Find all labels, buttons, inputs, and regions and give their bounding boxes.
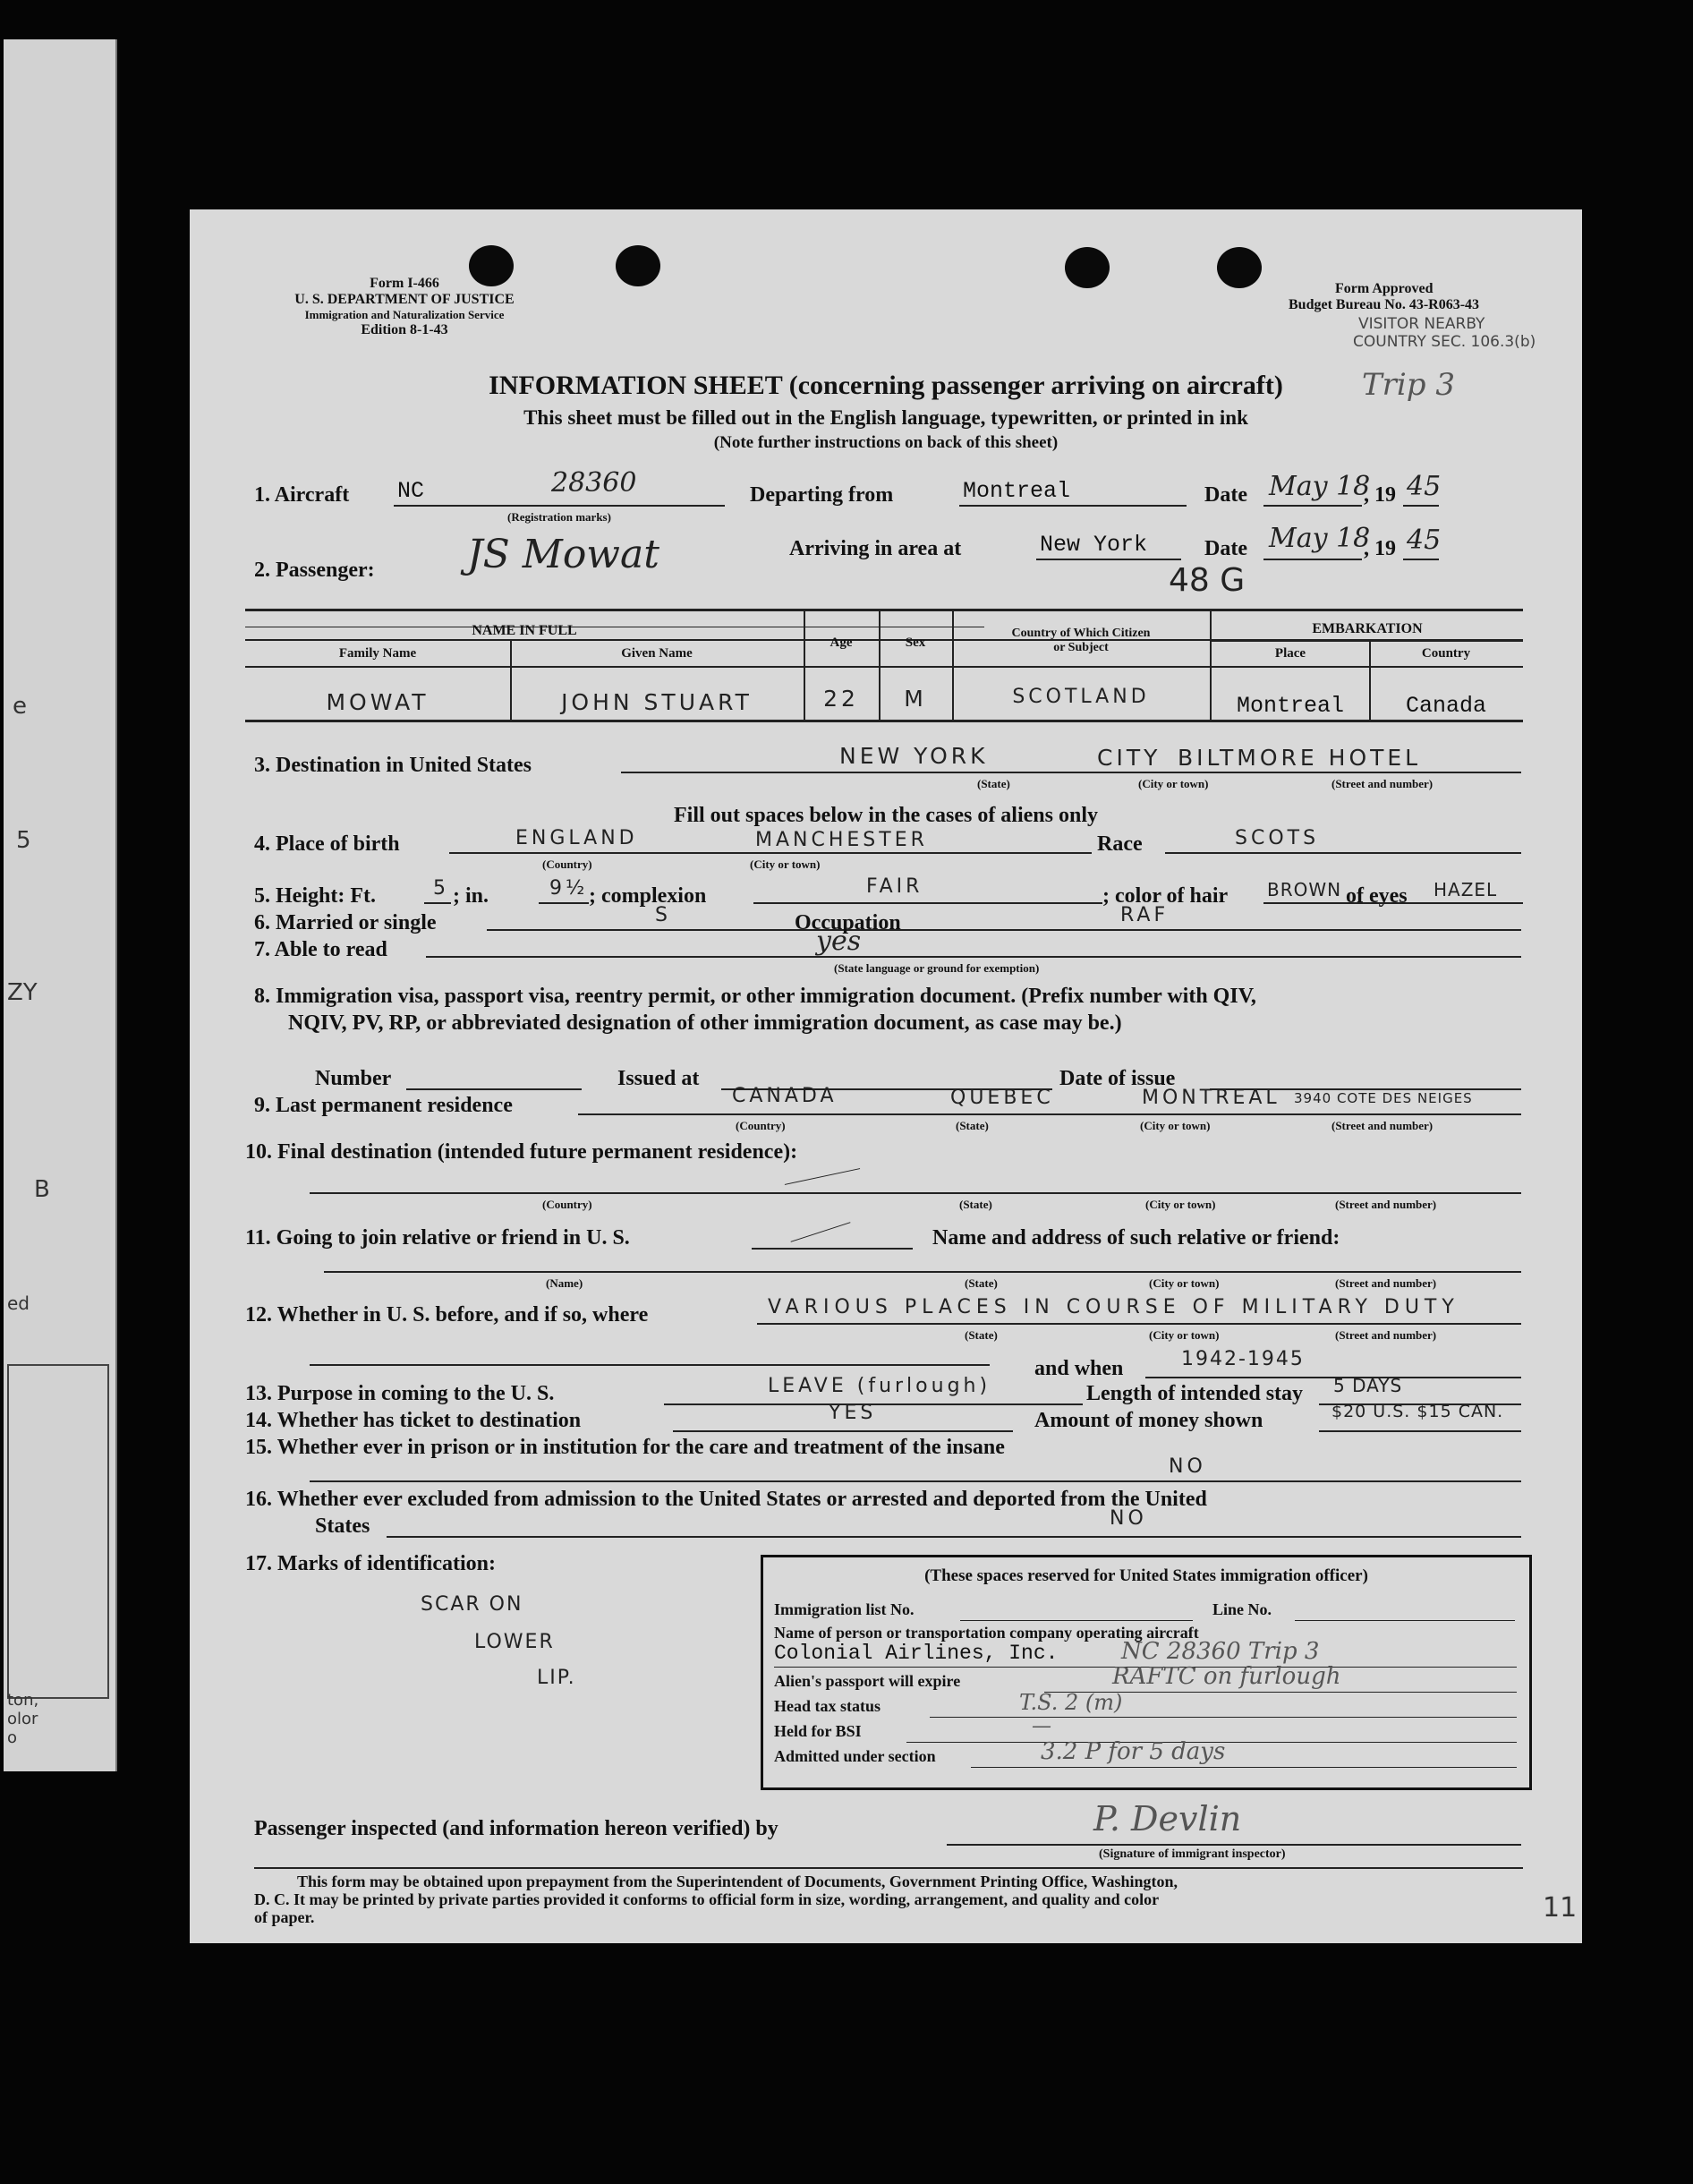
prior-visit-value: VARIOUS PLACES IN COURSE OF MILITARY DUTY <box>768 1296 1459 1318</box>
strip-mark: B <box>34 1176 50 1203</box>
passport-expiry-value: RAFTC on furlough <box>1112 1663 1341 1690</box>
ticket-value: YES <box>829 1402 877 1424</box>
form-subtitle: This sheet must be filled out in the English language, typewritten, or printed in ink <box>523 406 1248 429</box>
arrival-year-prefix: , 19 <box>1364 537 1396 560</box>
sex-header: Sex <box>905 636 926 650</box>
visitor-stamp-line2: COUNTRY SEC. 106.3(b) <box>1353 333 1536 351</box>
relative-name-label: Name and address of such relative or friend: <box>932 1226 1340 1250</box>
eye-color-label: of eyes <box>1346 884 1408 908</box>
form-approved: Form Approved <box>1335 281 1434 296</box>
given-name-value: JOHN STUART <box>561 689 753 715</box>
ticket-label: 14. Whether has ticket to destination <box>245 1409 582 1432</box>
relative-street-caption: (Street and number) <box>1335 1276 1437 1290</box>
birth-country-caption: (Country) <box>542 857 592 871</box>
family-name-header: Family Name <box>338 646 417 661</box>
embarkation-place-header: Place <box>1274 646 1306 661</box>
doc-date-label: Date of issue <box>1059 1067 1176 1090</box>
final-city-caption: (City or town) <box>1145 1198 1216 1211</box>
embarkation-place-value: Montreal <box>1236 693 1345 719</box>
prior-visit-state-caption: (State) <box>965 1328 998 1342</box>
destination-state: NEW YORK <box>839 743 989 769</box>
age-value: 22 <box>823 686 859 712</box>
form-edition: Edition 8-1-43 <box>361 322 448 337</box>
service-name: Immigration and Naturalization Service <box>304 308 505 321</box>
age-header: Age <box>829 636 853 650</box>
passenger-label: 2. Passenger: <box>254 559 375 582</box>
doc-number-label: Number <box>315 1067 392 1090</box>
prison-label: 15. Whether ever in prison or in institution for the care and treatment of the insane <box>245 1436 1005 1459</box>
arrival-year: 45 <box>1407 525 1442 556</box>
occupation-label: Occupation <box>795 911 901 934</box>
destination-street: BILTMORE HOTEL <box>1178 745 1422 771</box>
departure-year: 45 <box>1407 471 1442 502</box>
aircraft-label: 1. Aircraft <box>254 483 350 507</box>
form-number: Form I-466 <box>370 276 439 291</box>
operator-name-label: Name of person or transportation company operating aircraft <box>774 1624 1199 1642</box>
citizenship-value: SCOTLAND <box>1012 686 1150 708</box>
strip-mark: olor <box>7 1710 38 1728</box>
departure-date-label: Date <box>1204 483 1247 507</box>
citizenship-header-line1: Country of Which Citizen <box>1011 627 1151 640</box>
able-to-read-label: 7. Able to read <box>254 938 387 961</box>
residence-city-caption: (City or town) <box>1140 1119 1211 1132</box>
strip-mark: 5 <box>16 827 31 854</box>
departing-label: Departing from <box>750 483 894 507</box>
final-country-caption: (Country) <box>542 1198 592 1211</box>
pen-dash <box>791 1222 851 1242</box>
final-destination-label: 10. Final destination (intended future permanent residence): <box>245 1140 798 1164</box>
footer-line2: D. C. It may be printed by private parties provided it conforms to official form in size, wording, arrangement, and quality and color <box>254 1890 1160 1908</box>
complexion-label: ; complexion <box>589 884 707 908</box>
departure-date: May 18 <box>1269 471 1371 502</box>
given-name-header: Given Name <box>621 646 693 661</box>
punch-hole <box>1065 247 1110 288</box>
birth-city-caption: (City or town) <box>750 857 821 871</box>
strip-mark: ZY <box>7 979 38 1006</box>
aircraft-registration: 28360 <box>551 467 637 499</box>
join-relative-label: 11. Going to join relative or friend in U. S. <box>245 1226 630 1250</box>
sex-value: M <box>904 686 927 712</box>
destination-state-caption: (State) <box>977 777 1010 790</box>
departing-city: Montreal <box>963 478 1071 504</box>
eye-color-value: HAZEL <box>1434 879 1498 900</box>
immigration-doc-line1: 8. Immigration visa, passport visa, reentry permit, or other immigration document. (Prefix number with QIV, <box>254 985 1256 1008</box>
strip-mark: ed <box>7 1292 30 1314</box>
trip-note: Trip 3 <box>1362 367 1456 403</box>
citizenship-header-line2: or Subject <box>1053 641 1109 654</box>
strip-mark: ton, <box>7 1691 39 1710</box>
arrival-date: May 18 <box>1269 523 1371 554</box>
race-value: SCOTS <box>1235 827 1320 849</box>
aliens-only-heading: Fill out spaces below in the cases of aliens only <box>673 804 1098 827</box>
information-sheet <box>190 209 1582 1943</box>
identification-marks-line2: LOWER <box>474 1631 555 1653</box>
excluded-value: NO <box>1110 1507 1147 1530</box>
residence-state: QUEBEC <box>950 1087 1054 1109</box>
excluded-label-line2: States <box>315 1514 370 1538</box>
residence-street: 3940 COTE DES NEIGES <box>1294 1090 1473 1106</box>
purpose-label: 13. Purpose in coming to the U. S. <box>245 1382 555 1405</box>
form-note: (Note further instructions on back of this sheet) <box>713 433 1059 452</box>
residence-country-caption: (Country) <box>736 1119 786 1132</box>
family-name-value: MOWAT <box>326 689 430 715</box>
line-number-label: Line No. <box>1212 1600 1272 1618</box>
destination-city: CITY <box>1097 745 1161 771</box>
held-for-bsi-value: — <box>1032 1715 1051 1737</box>
residence-label: 9. Last permanent residence <box>254 1094 513 1117</box>
height-label: 5. Height: Ft. <box>254 884 376 908</box>
budget-bureau-number: Budget Bureau No. 43-R063-43 <box>1289 297 1480 312</box>
relative-state-caption: (State) <box>965 1276 998 1290</box>
prior-visit-label: 12. Whether in U. S. before, and if so, where <box>245 1303 649 1327</box>
embarkation-country-header: Country <box>1421 646 1471 661</box>
aircraft-prefix: NC <box>397 478 425 504</box>
head-tax-label: Head tax status <box>774 1697 881 1715</box>
operator-name: Colonial Airlines, Inc. <box>774 1642 1059 1665</box>
footer-line3: of paper. <box>254 1908 315 1926</box>
doc-issued-label: Issued at <box>617 1067 700 1090</box>
destination-city-caption: (City or town) <box>1138 777 1209 790</box>
relative-name-caption: (Name) <box>546 1276 583 1290</box>
able-to-read-caption: (State language or ground for exemption) <box>834 961 1040 975</box>
hair-color-label: ; color of hair <box>1102 884 1229 908</box>
embarkation-header: EMBARKATION <box>1312 621 1423 636</box>
excluded-label-line1: 16. Whether ever excluded from admission to the United States or arrested and deported from the United <box>245 1488 1207 1511</box>
officer-box-title: (These spaces reserved for United States immigration officer) <box>924 1566 1368 1585</box>
residence-state-caption: (State) <box>956 1119 989 1132</box>
destination-label: 3. Destination in United States <box>254 754 532 777</box>
stay-length-label: Length of intended stay <box>1086 1382 1304 1405</box>
head-tax-value: T.S. 2 (m) <box>1019 1690 1123 1715</box>
money-label: Amount of money shown <box>1034 1409 1263 1432</box>
birth-country: ENGLAND <box>515 827 638 849</box>
inspected-label: Passenger inspected (and information hereon verified) by <box>254 1817 778 1840</box>
prior-visit-street-caption: (Street and number) <box>1335 1328 1437 1342</box>
footer-line1: This form may be obtained upon prepayment from the Superintendent of Documents, Government Printing Office, Washington, <box>297 1873 1178 1890</box>
margin-mark: 11 <box>1543 1892 1578 1924</box>
residence-city: MONTREAL <box>1142 1087 1280 1109</box>
strip-mark: o <box>7 1728 18 1747</box>
race-label: Race <box>1097 832 1143 856</box>
immigration-list-label: Immigration list No. <box>774 1600 915 1618</box>
prior-visit-city-caption: (City or town) <box>1149 1328 1220 1342</box>
purpose-value: LEAVE (furlough) <box>768 1375 991 1397</box>
final-street-caption: (Street and number) <box>1335 1198 1437 1211</box>
stay-length-value: 5 DAYS <box>1333 1375 1403 1396</box>
punch-hole <box>1217 247 1262 288</box>
inspector-signature-caption: (Signature of immigrant inspector) <box>1099 1847 1286 1861</box>
pen-dash <box>785 1168 860 1185</box>
identification-marks-label: 17. Marks of identification: <box>245 1552 496 1575</box>
punch-hole <box>616 245 660 286</box>
identification-marks-line1: SCAR ON <box>421 1593 523 1616</box>
relative-city-caption: (City or town) <box>1149 1276 1220 1290</box>
passport-expiry-label: Alien's passport will expire <box>774 1672 961 1690</box>
complexion-value: FAIR <box>866 875 923 898</box>
hair-color-value: BROWN <box>1267 879 1342 900</box>
height-inches: 9½ <box>549 877 589 900</box>
strip-mark: e <box>13 693 27 720</box>
visitor-stamp-line1: VISITOR NEARBY <box>1358 315 1485 333</box>
marital-status-value: S <box>655 904 671 926</box>
registration-caption: (Registration marks) <box>507 510 611 524</box>
adjacent-page-strip <box>4 39 117 1771</box>
final-state-caption: (State) <box>959 1198 992 1211</box>
arriving-city: New York <box>1040 532 1148 558</box>
department-name: U. S. DEPARTMENT OF JUSTICE <box>294 292 515 307</box>
officer-reserved-box <box>761 1555 1532 1790</box>
prior-visit-when-label: and when <box>1034 1357 1124 1380</box>
operator-note: NC 28360 Trip 3 <box>1121 1638 1320 1665</box>
identification-marks-line3: LIP. <box>537 1667 576 1689</box>
arrival-date-label: Date <box>1204 537 1247 560</box>
form-title: INFORMATION SHEET (concerning passenger arriving on aircraft) <box>489 371 1283 400</box>
occupation-value: RAF <box>1120 904 1170 926</box>
immigration-doc-line2: NQIV, PV, RP, or abbreviated designation of other immigration document, as case may be.) <box>288 1011 1122 1035</box>
marital-status-label: 6. Married or single <box>254 911 437 934</box>
birth-city: MANCHESTER <box>755 829 928 851</box>
departure-year-prefix: , 19 <box>1364 483 1396 507</box>
residence-country: CANADA <box>732 1085 838 1107</box>
seat-code: 48 G <box>1169 562 1246 599</box>
arriving-label: Arriving in area at <box>789 537 962 560</box>
embarkation-country-value: Canada <box>1405 693 1486 719</box>
residence-street-caption: (Street and number) <box>1331 1119 1434 1132</box>
name-in-full-header: NAME IN FULL <box>472 623 577 638</box>
destination-street-caption: (Street and number) <box>1331 777 1434 790</box>
money-value: $20 U.S. $15 CAN. <box>1331 1402 1504 1421</box>
held-for-bsi-label: Held for BSI <box>774 1722 862 1740</box>
height-feet: 5 <box>433 877 449 900</box>
birthplace-label: 4. Place of birth <box>254 832 400 856</box>
strip-box <box>7 1364 109 1699</box>
height-inches-label: ; in. <box>453 884 489 908</box>
passenger-signature: JS Mowat <box>467 532 659 577</box>
able-to-read-value: yes <box>816 926 862 957</box>
inspector-signature: P. Devlin <box>1093 1799 1242 1838</box>
prior-visit-when: 1942-1945 <box>1181 1348 1305 1370</box>
admitted-section-value: 3.2 P for 5 days <box>1041 1738 1226 1765</box>
admitted-section-label: Admitted under section <box>774 1747 936 1765</box>
prison-value: NO <box>1169 1455 1206 1478</box>
